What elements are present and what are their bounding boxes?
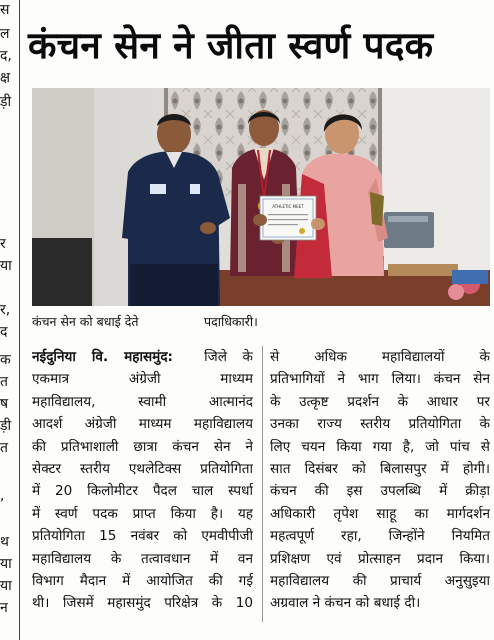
article-line: कंचन की इस उपलब्धि में क्रीड़ा	[270, 483, 490, 500]
fragment: स	[0, 2, 10, 18]
adjacent-column-fragment	[0, 0, 16, 640]
headline: कंचन सेन ने जीता स्वर्ण पदक	[28, 24, 434, 67]
article-line: में स्वर्ण पदक प्राप्त किया है। यह	[32, 505, 253, 522]
article-line: महाविद्यालय, स्वामी आत्मानंद	[32, 393, 253, 410]
photo-caption-left: कंचन सेन को बधाई देते	[32, 314, 139, 329]
column-divider	[262, 346, 263, 622]
article-line: उनका राज्य स्तरीय प्रतियोगिता के	[270, 416, 490, 433]
article-column-1	[32, 346, 253, 615]
article-line: प्रशिक्षण एवं प्रोत्साहन प्रदान किया।	[270, 550, 490, 567]
fragment: या	[0, 556, 12, 572]
dateline: नईदुनिया वि. महासमुंद:	[32, 349, 173, 365]
article-line: एकमात्र अंग्रेजी माध्यम	[32, 371, 253, 388]
article-line: थी। जिसमें महासमुंद परिक्षेत्र के 10	[32, 595, 253, 612]
photo-illustration	[32, 88, 490, 306]
article-text: जिले के	[204, 349, 253, 365]
fragment: क	[0, 352, 11, 368]
article-line: से अधिक महाविद्यालयों के	[270, 349, 490, 365]
article-line: महाविद्यालय की प्राचार्य अनुसुइया	[270, 572, 490, 589]
article-line: अग्रवाल ने कंचन को बधाई दी।	[270, 595, 421, 612]
article-line: सेक्टर स्तरीय एथलेटिक्स प्रतियोगिता	[32, 460, 253, 477]
certificate-title: ATHLETIC MEET	[272, 204, 304, 209]
article-line	[32, 346, 253, 368]
column-divider	[19, 0, 20, 640]
article-line: लिए चयन किया गया है, जो पांच से	[270, 438, 490, 455]
fragment: त	[0, 374, 8, 390]
fragment: ष	[0, 396, 9, 412]
news-photo	[32, 88, 490, 306]
fragment: या	[0, 258, 12, 274]
fragment: द	[0, 324, 8, 340]
article-line: की प्रतिभाशाली छात्रा कंचन सेन ने	[32, 438, 253, 455]
article-line: में 20 किलोमीटर पैदल चाल स्पर्धा	[32, 483, 253, 500]
fragment: या	[0, 578, 12, 594]
fragment: ल	[0, 26, 10, 42]
article-line: सात दिसंबर को बिलासपुर में होगी।	[270, 460, 490, 477]
article-line: प्रतियोगिता 15 नवंबर को एमवीपीजी	[32, 528, 253, 545]
fragment: न	[0, 600, 8, 616]
article-line: प्रतिभागियों ने भाग लिया। कंचन सेन	[270, 371, 490, 388]
article-line: आदर्श अंग्रेजी माध्यम महाविद्यालय	[32, 416, 253, 433]
fragment: क्ष	[0, 70, 11, 86]
article-line: के उत्कृष्ट प्रदर्शन के आधार पर	[270, 393, 490, 410]
article-line: अधिकारी तृपेश साहू का मार्गदर्शन	[270, 505, 490, 522]
fragment: ड़ी	[0, 418, 12, 434]
article-line: महत्वपूर्ण रहा, जिन्होंने नियमित	[270, 528, 490, 545]
fragment: ,	[0, 488, 5, 504]
article-column-2	[270, 346, 490, 615]
fragment: थ	[0, 534, 9, 550]
article-line: विभाग मैदान में आयोजित की गई	[32, 572, 253, 589]
fragment: त	[0, 440, 8, 456]
fragment: द,	[0, 48, 12, 64]
fragment: ड़ी	[0, 94, 12, 110]
photo-caption-right: पदाधिकारी।	[204, 314, 258, 329]
fragment: र	[0, 236, 6, 252]
article-line: महाविद्यालय के तत्वावधान में वन	[32, 550, 253, 567]
fragment: र,	[0, 302, 11, 318]
